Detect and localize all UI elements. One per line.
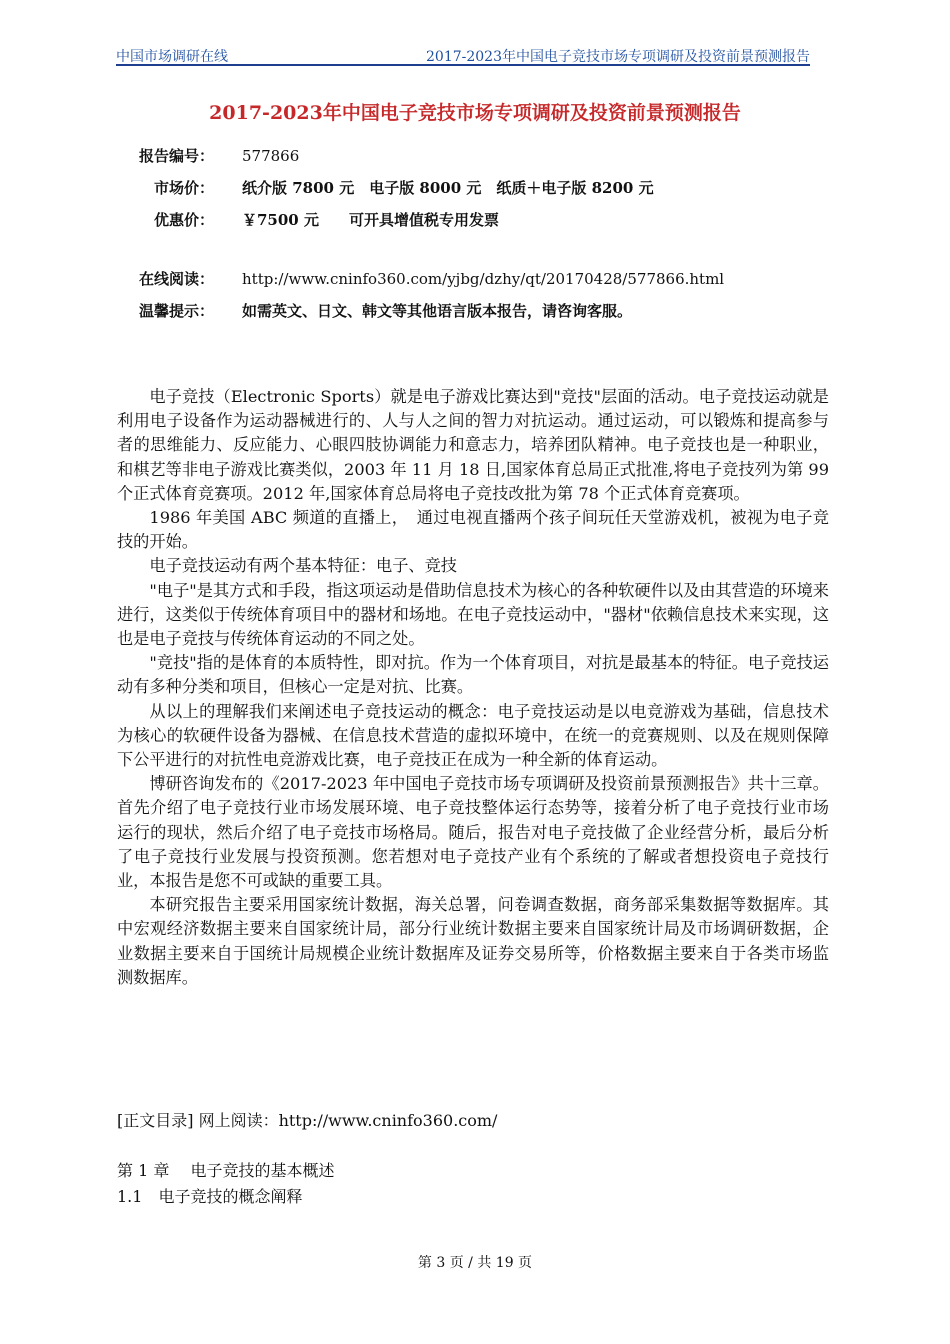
- price-value: 纸介版 7800 元 电子版 8000 元 纸质＋电子版 8200 元: [242, 179, 654, 197]
- online-reading-label: 在线阅读：: [138, 270, 214, 288]
- discount-row: [130, 209, 499, 230]
- tip-label: 温馨提示：: [138, 302, 214, 320]
- report-number-label: 报告编号：: [138, 147, 214, 165]
- body-paragraph: 1986 年美国 ABC 频道的直播上， 通过电视直播两个孩子间玩任天堂游戏机，被视为电子竞技的开始。: [117, 508, 829, 552]
- page-header: [116, 42, 810, 66]
- page-number: 第 3 页 / 共 19 页: [417, 1255, 533, 1271]
- body-paragraph: "电子"是其方式和手段，指这项运动是借助信息技术为核心的各种软硬件以及由其营造的环境来进行，这类似于传统体育项目中的器材和场地。在电子竞技运动中，"器材"依赖信息技术来实现，这也是电子竞技与传统体育运动的不同之处。: [117, 580, 829, 649]
- report-body: [117, 385, 829, 990]
- body-paragraph: 本研究报告主要采用国家统计数据，海关总署，问卷调查数据，商务部采集数据等数据库。其中宏观经济数据主要来自国家统计局，部分行业统计数据主要来自国家统计局及市场调研数据，企业数据主要来自于国统计局规模企业统计数据库及证券交易所等，价格数据主要来自于各类市场监测数据库。: [117, 895, 829, 987]
- online-reading-row: [130, 268, 724, 289]
- online-reading-link[interactable]: http://www.cninfo360.com/yjbg/dzhy/qt/20170428/577866.html: [242, 270, 725, 288]
- toc-chapter-1: 第 1 章 电子竞技的基本概述: [117, 1161, 335, 1180]
- tip-row: [130, 300, 632, 321]
- header-report-title: 2017-2023年中国电子竞技市场专项调研及投资前景预测报告: [426, 49, 810, 65]
- report-number-row: [130, 145, 299, 166]
- body-paragraph: 电子竞技运动有两个基本特征：电子、竞技: [149, 556, 457, 576]
- price-row: [130, 177, 654, 198]
- report-title: 2017-2023年中国电子竞技市场专项调研及投资前景预测报告: [209, 102, 741, 124]
- report-number-value: 577866: [242, 147, 300, 165]
- body-paragraph: 博研咨询发布的《2017-2023 年中国电子竞技市场专项调研及投资前景预测报告》共十三章。首先介绍了电子竞技行业市场发展环境、电子竞技整体运行态势等，接着分析了电子竞技行业市场运行的现状，然后介绍了电子竞技市场格局。随后，报告对电子竞技做了企业经营分析，最后分析了电子竞技行业发展与投资预测。您若想对电子竞技产业有个系统的了解或者想投资电子竞技行业，本报告是您不可或缺的重要工具。: [117, 774, 829, 891]
- body-paragraph: 从以上的理解我们来阐述电子竞技运动的概念：电子竞技运动是以电竞游戏为基础，信息技术为核心的软硬件设备为器械、在信息技术营造的虚拟环境中，在统一的竞赛规则、以及在规则保障下公平进行的对抗性电竞游戏比赛，电子竞技正在成为一种全新的体育运动。: [117, 701, 829, 770]
- body-paragraph: "竞技"指的是体育的本质特性，即对抗。作为一个体育项目，对抗是最基本的特征。电子竞技运动有多种分类和项目，但核心一定是对抗、比赛。: [117, 653, 829, 697]
- tip-value: 如需英文、日文、韩文等其他语言版本报告，请咨询客服。: [242, 302, 633, 320]
- toc-intro[interactable]: [正文目录] 网上阅读：http://www.cninfo360.com/: [117, 1111, 498, 1130]
- discount-label: 优惠价：: [153, 211, 214, 229]
- toc-section-1-1: 1.1 电子竞技的概念阐释: [117, 1187, 303, 1206]
- discount-value: ￥7500 元 可开具增值税专用发票: [242, 211, 499, 229]
- body-paragraph: 电子竞技（Electronic Sports）就是电子游戏比赛达到"竞技"层面的活动。电子竞技运动就是利用电子设备作为运动器械进行的、人与人之间的智力对抗运动。通过运动，可以锻炼和提高参与者的思维能力、反应能力、心眼四肢协调能力和意志力，培养团队精神。电子竞技也是一种职业，和棋艺等非电子游戏比赛类似，2003 年 11 月 18 日,国家体育总局正式批准,将电子竞技列为第 99 个正式体育竞赛项。2012 年,国家体育总局将电子竞技改批为第 78 个正式体育竞赛项。: [117, 387, 829, 503]
- price-label: 市场价：: [153, 179, 214, 197]
- header-site-name: 中国市场调研在线: [116, 49, 228, 65]
